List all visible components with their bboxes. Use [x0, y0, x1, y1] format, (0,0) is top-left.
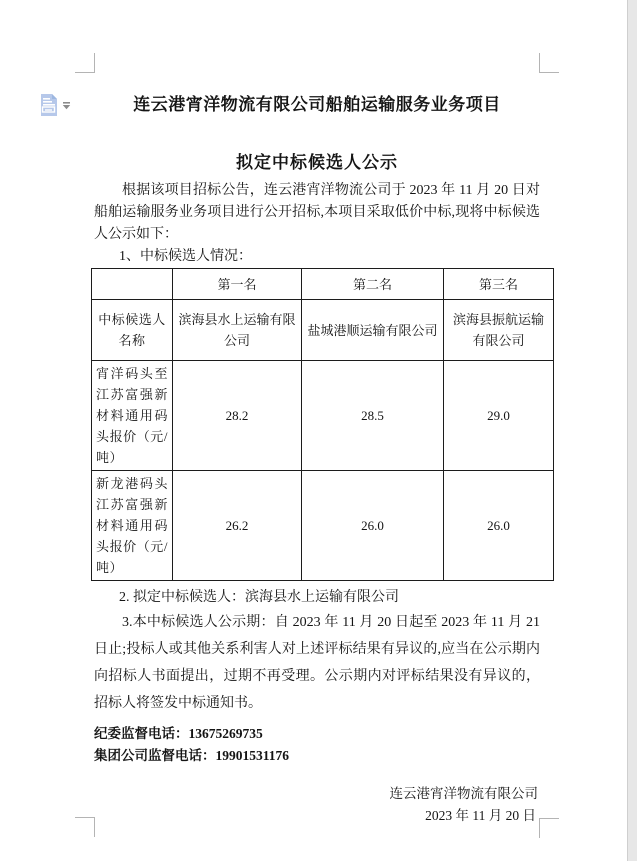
row-label-cell: 新龙港码头江苏富强新材料通用码头报价（元/吨）	[92, 471, 173, 581]
row-value-cell: 盐城港顺运输有限公司	[302, 300, 444, 361]
text-boundary-mark-top-right	[539, 53, 559, 73]
document-content	[94, 92, 544, 827]
row-value-cell: 26.0	[302, 471, 444, 581]
section3-paragraph: 3.本中标候选人公示期：自 2023 年 11 月 20 日起至 2023 年 11 月 21 日止;投标人或其他关系利害人对上述评标结果有异议的,应当在公示期内向招标人书面提出，过期不再受理。公示期内对评标结果没有异议的，招标人将签发中标通知书。	[94, 615, 540, 711]
doc-title-line2: 拟定中标候选人公示	[236, 153, 398, 172]
signature-date: 2023 年 11 月 20 日	[425, 808, 536, 823]
chevron-down-icon	[62, 102, 71, 110]
text-boundary-mark-top-left	[75, 53, 95, 73]
intro-paragraph: 根据该项目招标公告，连云港宵洋物流公司于 2023 年 11 月 20 日对船舶运输服务业务项目进行公开招标,本项目采取低价中标,现将中标候选人公示如下：	[94, 183, 540, 242]
paste-options-button[interactable]	[39, 93, 73, 119]
table-row	[92, 471, 554, 581]
group-phone-line: 集团公司监督电话：19901531176	[94, 748, 290, 763]
discipline-phone-line: 纪委监督电话：13675269735	[94, 726, 263, 741]
paste-options-clipboard-icon	[39, 93, 59, 117]
header-cell-first: 第一名	[173, 269, 302, 300]
text-boundary-mark-bottom-left	[75, 817, 95, 837]
header-cell-second: 第二名	[302, 269, 444, 300]
table-row	[92, 300, 554, 361]
doc-title-line1: 连云港宵洋物流有限公司船舶运输服务业务项目	[133, 95, 501, 114]
section1-heading: 1、中标候选人情况：	[119, 249, 252, 264]
section2-line: 2. 拟定中标候选人：滨海县水上运输有限公司	[119, 590, 399, 605]
row-label-cell: 宵洋码头至江苏富强新材料通用码头报价（元/吨）	[92, 361, 173, 471]
header-cell-empty	[92, 269, 173, 300]
table-row	[92, 361, 554, 471]
row-value-cell: 26.2	[173, 471, 302, 581]
row-value-cell: 滨海县振航运输有限公司	[444, 300, 554, 361]
table-header-row	[92, 269, 554, 300]
scrollbar-track[interactable]	[627, 0, 637, 861]
text-boundary-mark-bottom-right	[539, 818, 559, 838]
row-value-cell: 28.5	[302, 361, 444, 471]
row-value-cell: 滨海县水上运输有限公司	[173, 300, 302, 361]
row-label-cell: 中标候选人名称	[92, 300, 173, 361]
row-value-cell: 29.0	[444, 361, 554, 471]
row-value-cell: 28.2	[173, 361, 302, 471]
row-value-cell: 26.0	[444, 471, 554, 581]
header-cell-third: 第三名	[444, 269, 554, 300]
bid-candidates-table	[91, 268, 554, 581]
signature-company: 连云港宵洋物流有限公司	[389, 786, 538, 801]
